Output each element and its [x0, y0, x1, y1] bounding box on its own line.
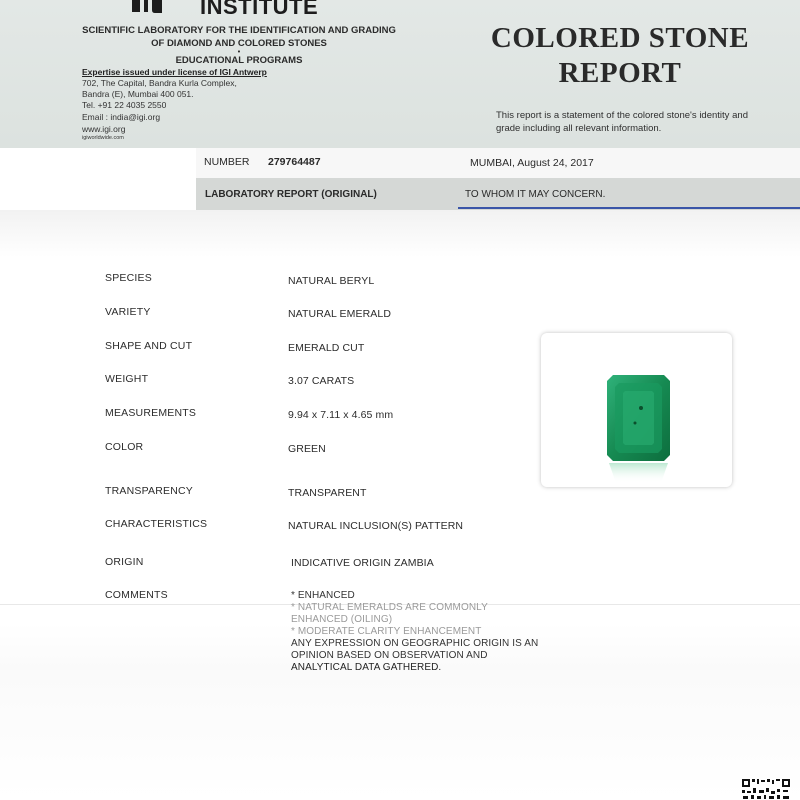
field-value-origin: INDICATIVE ORIGIN ZAMBIA: [291, 557, 434, 569]
website: www.igi.org: [82, 124, 126, 134]
field-value-shape: EMERALD CUT: [288, 342, 365, 354]
field-value-characteristics: NATURAL INCLUSION(S) PATTERN: [288, 520, 464, 532]
comment-line: OPINION BASED ON OBSERVATION AND: [291, 650, 488, 661]
report-type: LABORATORY REPORT (ORIGINAL): [205, 189, 377, 200]
field-label-species: SPECIES: [105, 272, 152, 284]
field-label-characteristics: CHARACTERISTICS: [105, 518, 208, 530]
comments-label: COMMENTS: [105, 589, 168, 601]
report-body: [0, 210, 800, 800]
field-label-variety: VARIETY: [105, 306, 151, 318]
field-value-transparency: TRANSPARENT: [288, 487, 367, 499]
emerald-gem-icon: [541, 333, 732, 487]
comment-line: * ENHANCED: [291, 590, 355, 601]
comment-line: ENHANCED (OILING): [291, 614, 393, 625]
bullet-dot: •: [237, 49, 241, 56]
field-value-species: NATURAL BERYL: [288, 275, 375, 287]
field-value-measurements: 9.94 x 7.11 x 4.65 mm: [288, 409, 394, 421]
field-label-weight: WEIGHT: [105, 373, 149, 385]
license-text: Expertise issued under license of IGI Antwerp: [82, 67, 267, 77]
field-value-color: GREEN: [288, 443, 326, 455]
comment-line: ANY EXPRESSION ON GEOGRAPHIC ORIGIN IS AN: [291, 638, 539, 649]
comment-line: ANALYTICAL DATA GATHERED.: [291, 662, 442, 673]
field-label-shape: SHAPE AND CUT: [105, 340, 193, 352]
igi-logo-icon: [118, 0, 188, 16]
field-label-color: COLOR: [105, 441, 144, 453]
field-label-origin: ORIGIN: [105, 556, 144, 568]
email: Email : india@igi.org: [82, 112, 161, 122]
lab-description-line-3: EDUCATIONAL PROGRAMS: [175, 55, 303, 66]
address-line-2: Bandra (E), Mumbai 400 051.: [82, 89, 194, 99]
address-line-1: 702, The Capital, Bandra Kurla Complex,: [82, 78, 237, 88]
field-value-variety: NATURAL EMERALD: [288, 308, 392, 320]
report-description: This report is a statement of the colored stone's identity and grade including all relevant information.: [496, 110, 748, 134]
gem-photo: [541, 333, 732, 487]
telephone: Tel. +91 22 4035 2550: [82, 100, 167, 110]
field-label-transparency: TRANSPARENCY: [105, 485, 193, 497]
lab-description-line-2: OF DIAMOND AND COLORED STONES: [151, 38, 327, 49]
field-value-weight: 3.07 CARATS: [288, 375, 355, 387]
comment-line: * MODERATE CLARITY ENHANCEMENT: [291, 626, 482, 637]
report-number: 279764487: [268, 156, 321, 168]
report-title-line-1: COLORED STONE: [490, 22, 750, 54]
website-2: igiworldwide.com: [82, 135, 124, 141]
institute-name: INSTITUTE: [200, 0, 319, 19]
field-label-measurements: MEASUREMENTS: [105, 407, 197, 419]
report-title-line-2: REPORT: [558, 57, 682, 89]
blue-rule: [458, 207, 800, 209]
lab-description-line-1: SCIENTIFIC LABORATORY FOR THE IDENTIFICATION AND GRADING: [82, 25, 396, 36]
place-date: MUMBAI, August 24, 2017: [470, 157, 594, 169]
qr-code-icon: [741, 778, 791, 800]
number-label: NUMBER: [204, 156, 250, 168]
addressee: TO WHOM IT MAY CONCERN.: [465, 189, 606, 200]
comment-line: * NATURAL EMERALDS ARE COMMONLY: [291, 602, 488, 613]
